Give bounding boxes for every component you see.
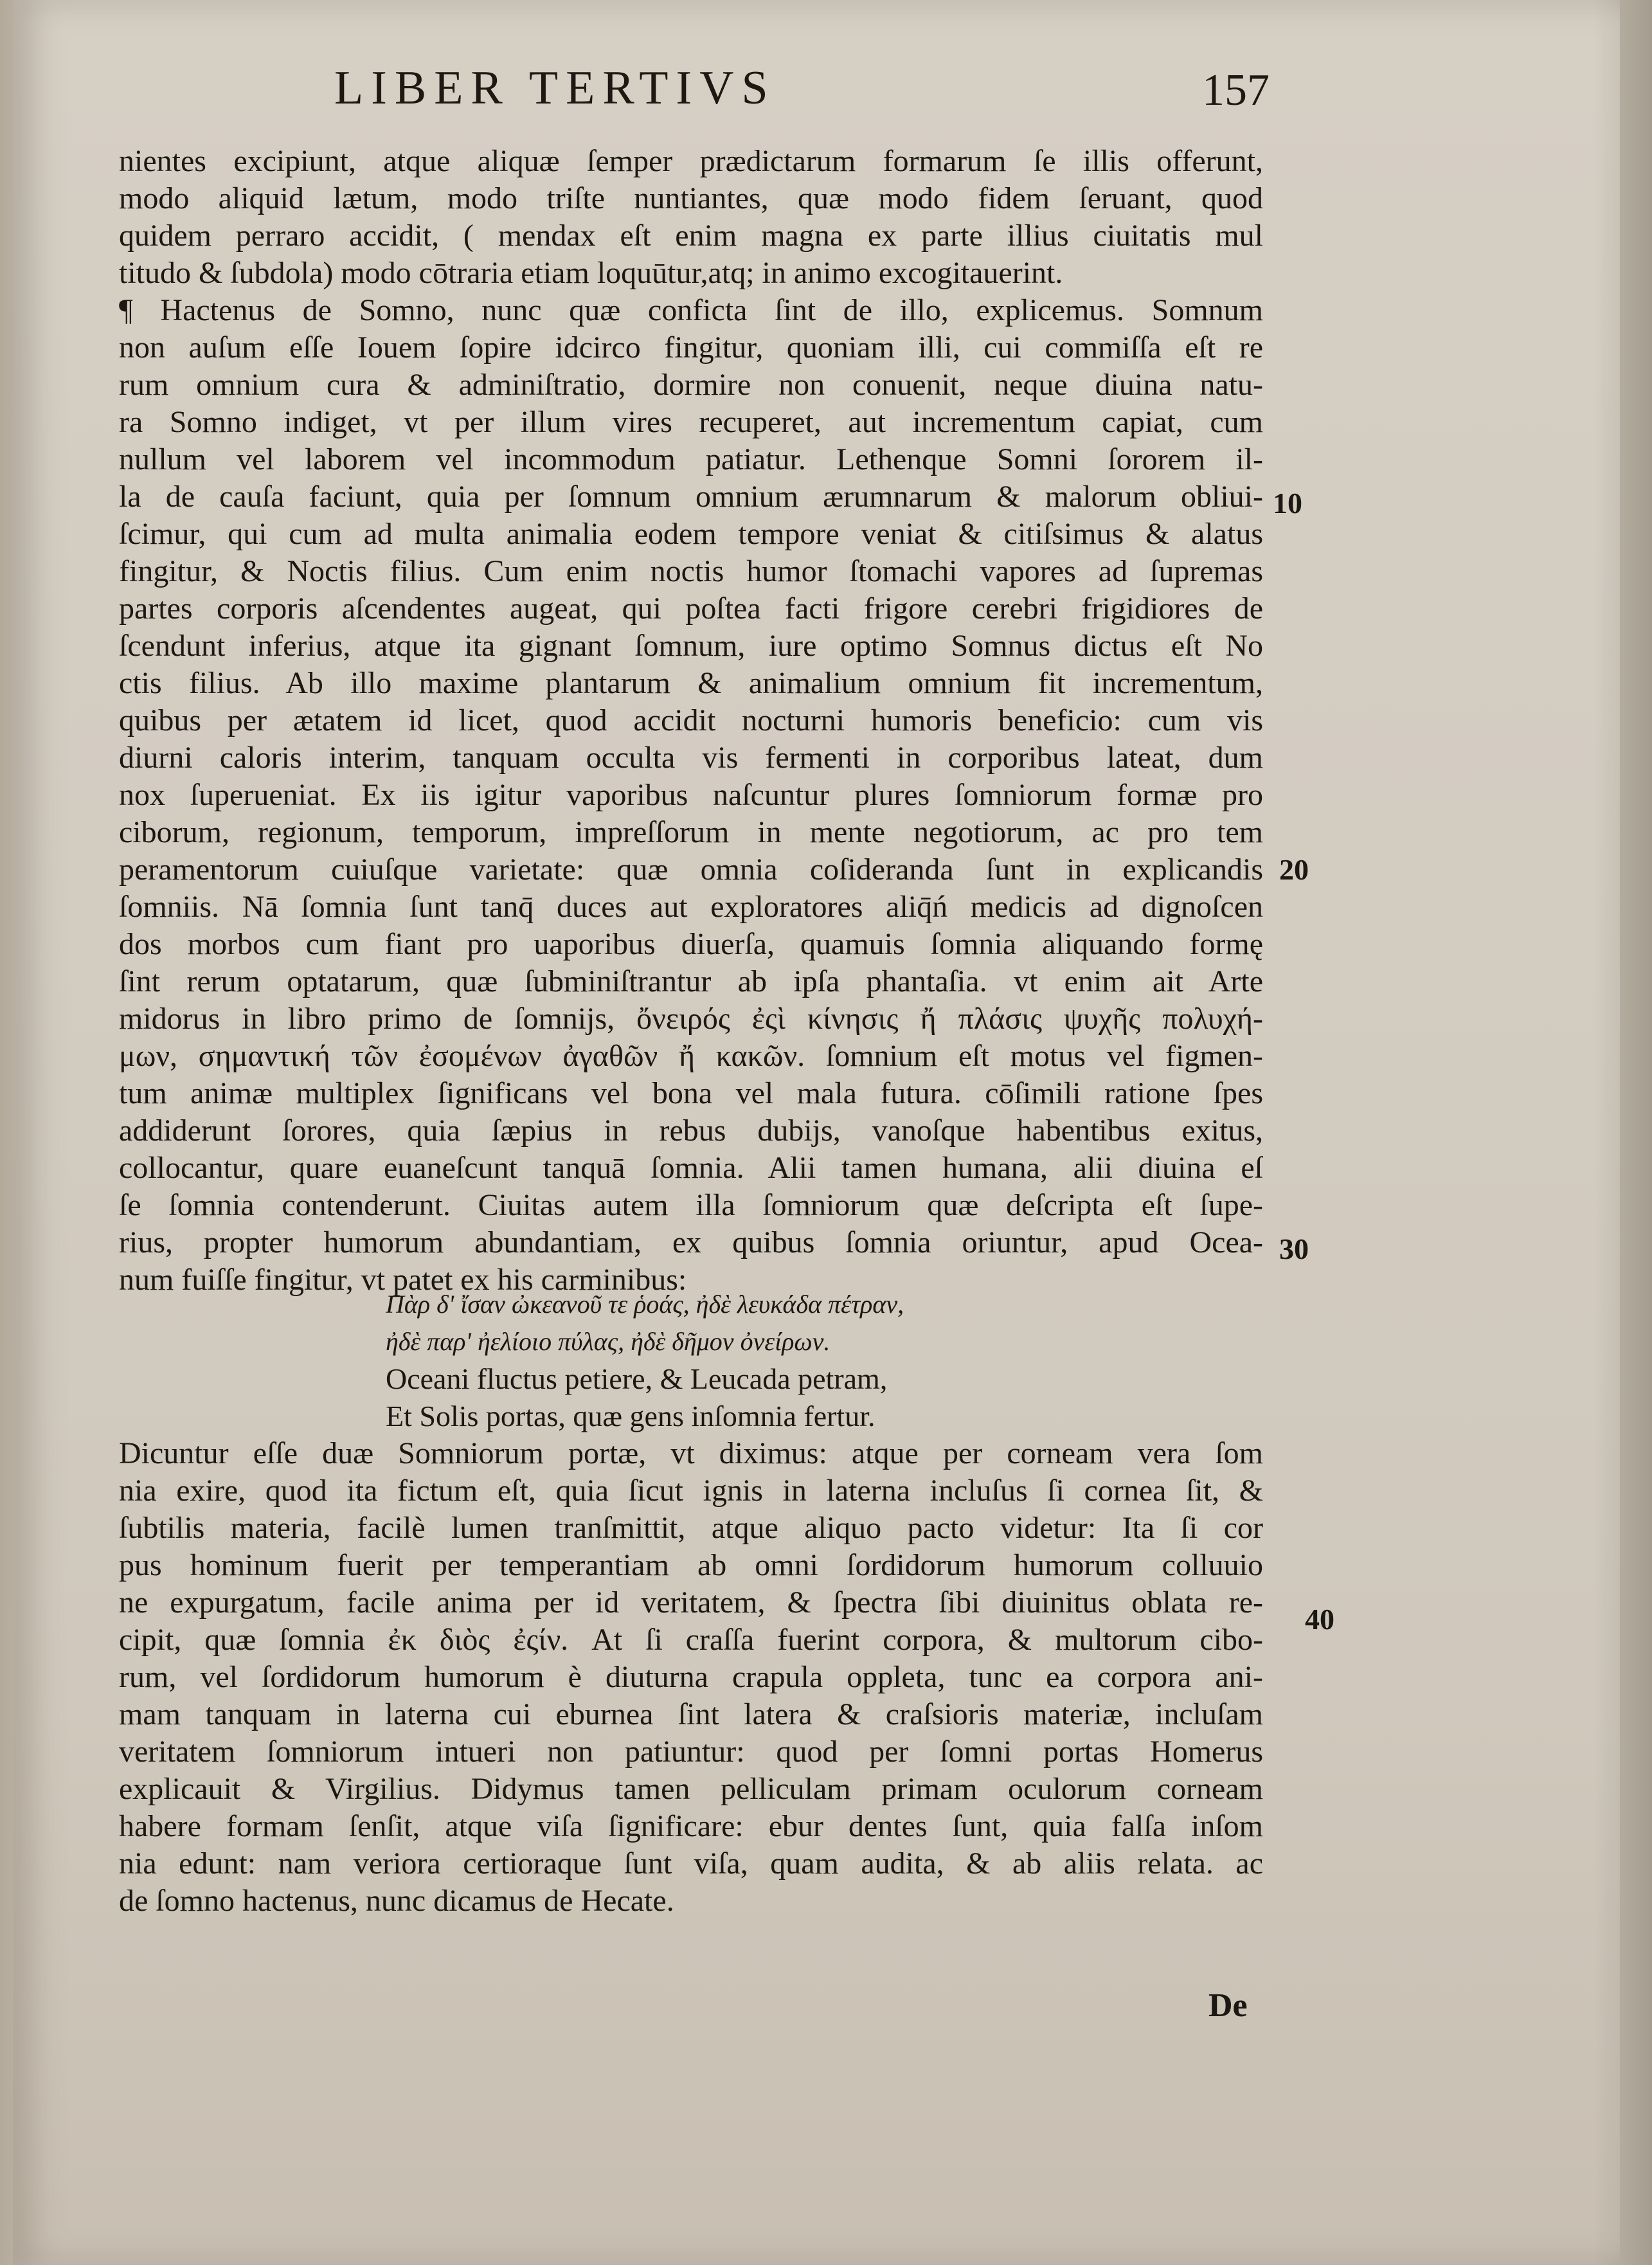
- text-line: diurni caloris interim, tanquam occulta vis fermenti in corporibus lateat, dum: [119, 741, 1263, 775]
- text-line: ſcendunt inferius, atque ita gignant ſomnum, iure optimo Somnus dictus eſt No: [119, 629, 1263, 663]
- text-line: nia exire, quod ita fictum eſt, quia ſicut ignis in laterna incluſus ſi cornea ſit, &: [119, 1474, 1263, 1508]
- text-line: quidem perraro accidit, ( mendax eſt enim magna ex parte illius ciuitatis mul: [119, 219, 1263, 253]
- text-line: addiderunt ſorores, quia ſæpius in rebus dubijs, vanoſque habentibus exitus,: [119, 1114, 1263, 1148]
- text-line: quibus per ætatem id licet, quod accidit nocturni humoris beneficio: cum vis: [119, 703, 1263, 737]
- text-line: Dicuntur eſſe duæ Somniorum portæ, vt diximus: atque per corneam vera ſom: [119, 1436, 1263, 1470]
- verse-quotation: [386, 1286, 1093, 1435]
- text-line: tum animæ multiplex ſignificans vel bona vel mala futura. cōſimili ratione ſpes: [119, 1076, 1263, 1110]
- margin-line-number: 10: [1273, 487, 1302, 519]
- page-number: 157: [1202, 66, 1270, 115]
- text-line: dos morbos cum fiant pro uaporibus diuerſa, quamuis ſomnia aliquando formę: [119, 927, 1263, 961]
- main-text-block: [119, 143, 1263, 1299]
- text-line: ſcimur, qui cum ad multa animalia eodem tempore veniat & citiſsimus & alatus: [119, 517, 1263, 551]
- text-line: mam tanquam in laterna cui eburnea ſint latera & craſsioris materiæ, incluſam: [119, 1697, 1263, 1731]
- text-line: ſubtilis materia, facilè lumen tranſmittit, atque aliquo pacto videtur: Ita ſi cor: [119, 1511, 1263, 1545]
- text-line: cipit, quæ ſomnia ἐκ διὸς ἐςίν. At ſi craſſa fuerint corpora, & multorum cibo-: [119, 1623, 1263, 1657]
- text-line: ſint rerum optatarum, quæ ſubminiſtrantur ab ipſa phantaſia. vt enim ait Arte: [119, 964, 1263, 998]
- text-line: ra Somno indiget, vt per illum vires recuperet, aut incrementum capiat, cum: [119, 405, 1263, 439]
- text-line: ctis filius. Ab illo maxime plantarum & animalium omnium fit incrementum,: [119, 666, 1263, 700]
- verse-line-greek: Πὰρ δ' ἴσαν ὠκεανοῦ τε ῥοάς, ἠδὲ λευκάδα πέτραν,: [386, 1290, 904, 1319]
- text-line: ¶ Hactenus de Somno, nunc quæ conficta ſint de illo, explicemus. Somnum: [119, 293, 1263, 327]
- margin-line-number: 20: [1279, 853, 1309, 886]
- text-line: ne expurgatum, facile anima per id veritatem, & ſpectra ſibi diuinitus oblata re-: [119, 1585, 1263, 1620]
- text-line: explicauit & Virgilius. Didymus tamen pelliculam primam oculorum corneam: [119, 1772, 1263, 1806]
- text-line: peramentorum cuiuſque varietate: quæ omnia coſideranda ſunt in explicandis: [119, 853, 1263, 887]
- page-edge-shadow: [1594, 0, 1652, 2265]
- text-line: nia edunt: nam veriora certioraque ſunt viſa, quam audita, & ab aliis relata. ac: [119, 1846, 1263, 1881]
- text-line: veritatem ſomniorum intueri non patiuntur: quod per ſomni portas Homerus: [119, 1735, 1263, 1769]
- text-line: rius, propter humorum abundantiam, ex quibus ſomnia oriuntur, apud Ocea-: [119, 1225, 1263, 1259]
- continuation-text-block: [119, 1435, 1263, 1920]
- text-line: nullum vel laborem vel incommodum patiatur. Lethenque Somni ſororem il-: [119, 442, 1263, 476]
- margin-line-number: 40: [1305, 1603, 1334, 1636]
- text-line: pus hominum fuerit per temperantiam ab omni ſordidorum humorum colluuio: [119, 1548, 1263, 1582]
- verse-line-latin: Et Solis portas, quæ gens inſomnia fertur.: [386, 1400, 875, 1432]
- text-line: collocantur, quare euaneſcunt tanquā ſomnia. Alii tamen humana, alii diuina eſ: [119, 1151, 1263, 1185]
- text-line: modo aliquid lætum, modo triſte nuntiantes, quæ modo fidem ſeruant, quod: [119, 181, 1263, 215]
- text-line: fingitur, & Noctis filius. Cum enim noctis humor ſtomachi vapores ad ſupremas: [119, 554, 1263, 588]
- text-line: non auſum eſſe Iouem ſopire idcirco fingitur, quoniam illi, cui commiſſa eſt re: [119, 330, 1263, 365]
- text-line: num fuiſſe fingitur, vt patet ex his carminibus:: [119, 1263, 687, 1297]
- text-line: rum, vel ſordidorum humorum è diuturna crapula oppleta, tunc ea corpora ani-: [119, 1660, 1263, 1694]
- verse-line-greek: ἠδὲ παρ' ἠελίοιο πύλας, ἠδὲ δῆμον ὀνείρων.: [386, 1327, 830, 1356]
- verse-line-latin: Oceani fluctus petiere, & Leucada petram,: [386, 1362, 888, 1395]
- text-line: de ſomno hactenus, nunc dicamus de Hecate.: [119, 1884, 674, 1918]
- text-line: titudo & ſubdola) modo cōtraria etiam loquūtur,atq; in animo excogitauerint.: [119, 256, 1063, 290]
- text-line: ſomniis. Nā ſomnia ſunt tanq̄ duces aut exploratores aliq̄ń medicis ad dignoſcen: [119, 890, 1263, 924]
- catchword: De: [1208, 1987, 1248, 2024]
- text-line: midorus in libro primo de ſomnijs, ὄνειρός ἐςὶ κίνησις ἤ πλάσις ψυχῆς πολυχή-: [119, 1002, 1263, 1036]
- text-line: habere formam ſenſit, atque viſa ſignificare: ebur dentes ſunt, quia falſa inſom: [119, 1809, 1263, 1843]
- text-line: rum omnium cura & adminiſtratio, dormire non conuenit, neque diuina natu-: [119, 368, 1263, 402]
- text-line: nientes excipiunt, atque aliquæ ſemper prædictarum formarum ſe illis offerunt,: [119, 144, 1263, 178]
- text-line: ſe ſomnia contenderunt. Ciuitas autem illa ſomniorum quæ deſcripta eſt ſupe-: [119, 1188, 1263, 1222]
- margin-line-number: 30: [1279, 1232, 1309, 1265]
- text-line: partes corporis aſcendentes augeat, qui poſtea facti frigore cerebri frigidiores de: [119, 591, 1263, 626]
- text-line: μων, σημαντική τῶν ἐσομένων ἀγαθῶν ἤ κακῶν. ſomnium eſt motus vel figmen-: [119, 1039, 1263, 1073]
- running-title: LIBER TERTIVS: [334, 62, 776, 114]
- text-line: ciborum, regionum, temporum, impreſſorum in mente negotiorum, ac pro tem: [119, 815, 1263, 849]
- text-line: la de cauſa faciunt, quia per ſomnum omnium ærumnarum & malorum obliui-: [119, 480, 1263, 514]
- text-line: nox ſuperueniat. Ex iis igitur vaporibus naſcuntur plures ſomniorum formæ pro: [119, 778, 1263, 812]
